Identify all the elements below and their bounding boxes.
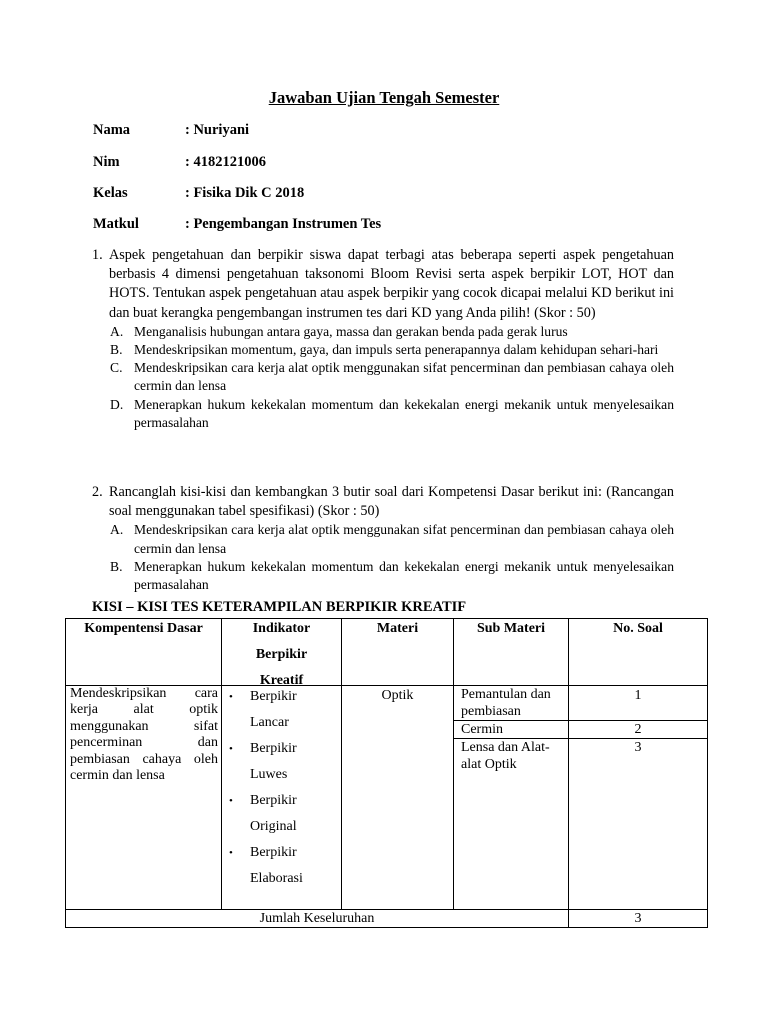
bullet-icon: • bbox=[229, 743, 233, 755]
table-border-right bbox=[707, 618, 708, 928]
kisi-kisi-title: KISI – KISI TES KETERAMPILAN BERPIKIR KREATIF bbox=[92, 599, 467, 615]
indicator-line: Berpikir bbox=[250, 689, 297, 704]
option-text: Menerapkan hukum kekekalan momentum dan kekekalan energi mekanik untuk menyelesaikan permasalahan bbox=[134, 558, 674, 593]
sub-materi-cell: Pemantulan dan pembiasan bbox=[461, 687, 551, 719]
option-letter: B. bbox=[110, 342, 123, 358]
option-text: Menganalisis hubungan antara gaya, massa dan gerakan benda pada gerak lurus bbox=[134, 323, 568, 339]
info-value: : Pengembangan Instrumen Tes bbox=[185, 216, 382, 232]
info-value: : Fisika Dik C 2018 bbox=[185, 185, 305, 201]
no-soal-cell: 3 bbox=[634, 740, 642, 755]
materi-cell: Optik bbox=[381, 688, 414, 703]
option-letter: C. bbox=[110, 360, 123, 376]
info-label: Nama bbox=[93, 122, 131, 138]
option-letter: B. bbox=[110, 558, 123, 574]
indicator-line: Luwes bbox=[250, 767, 288, 782]
option-text: Mendeskripsikan cara kerja alat optik menggunakan sifat pencerminan dan pembiasan cahaya oleh cermin dan lensa bbox=[134, 360, 674, 394]
header-indikator-line: Kreatif bbox=[259, 673, 304, 688]
bullet-icon: • bbox=[229, 847, 233, 859]
option-text: Menerapkan hukum kekekalan momentum dan kekekalan energi mekanik untuk menyelesaikan permasalahan bbox=[134, 396, 674, 430]
info-label: Matkul bbox=[93, 216, 139, 232]
header-indikator bbox=[222, 616, 341, 694]
question-number: 1. bbox=[92, 247, 103, 263]
question-text: Rancanglah kisi-kisi dan kembangkan 3 butir soal dari Kompetensi Dasar berikut ini: (Rancangan soal menggunakan tabel spesifikasi) (Skor : 50) bbox=[109, 484, 674, 520]
table-border-left bbox=[65, 618, 66, 928]
indicator-line: Berpikir bbox=[250, 741, 297, 756]
page-title: Jawaban Ujian Tengah Semester bbox=[268, 88, 500, 107]
no-soal-cell: 1 bbox=[634, 688, 642, 703]
info-value: : 4182121006 bbox=[185, 154, 266, 170]
info-value: : Nuriyani bbox=[185, 122, 250, 138]
no-soal-cell: 2 bbox=[634, 722, 642, 737]
option-letter: A. bbox=[110, 522, 124, 538]
header-indikator-line: Berpikir bbox=[255, 647, 308, 662]
table-col-divider bbox=[341, 618, 342, 910]
question-number: 2. bbox=[92, 484, 103, 500]
header-kompetensi-dasar: Kompentensi Dasar bbox=[84, 621, 203, 636]
bullet-icon: • bbox=[229, 795, 233, 807]
option-letter: D. bbox=[110, 396, 124, 412]
kd-cell: Mendeskripsikan cara kerja alat optik menggunakan sifat pencerminan dan pembiasan cahaya oleh cermin dan lensa bbox=[70, 686, 218, 784]
table-col-divider bbox=[568, 618, 569, 928]
indicator-line: Berpikir bbox=[250, 845, 297, 860]
header-indikator-line: Indikator bbox=[252, 621, 311, 636]
option-text: Mendeskripsikan cara kerja alat optik menggunakan sifat pencerminan dan pembiasan cahaya oleh cermin dan lensa bbox=[134, 522, 674, 556]
info-label: Kelas bbox=[93, 185, 128, 201]
total-value: 3 bbox=[634, 911, 642, 926]
table-border-bottom bbox=[65, 927, 708, 928]
table-col-divider bbox=[453, 618, 454, 910]
info-label: Nim bbox=[93, 154, 120, 170]
header-no-soal: No. Soal bbox=[613, 621, 663, 636]
header-materi: Materi bbox=[376, 621, 419, 636]
sub-materi-cell: Lensa dan Alat-alat Optik bbox=[461, 740, 550, 772]
bullet-icon: • bbox=[229, 691, 233, 703]
indicator-line: Berpikir bbox=[250, 793, 297, 808]
indicator-line: Elaborasi bbox=[250, 871, 303, 886]
indicator-line: Original bbox=[250, 819, 297, 834]
option-text: Mendeskripsikan momentum, gaya, dan impuls serta penerapannya dalam kehidupan sehari-hari bbox=[134, 342, 659, 358]
indicator-line: Lancar bbox=[250, 715, 289, 730]
option-letter: A. bbox=[110, 323, 124, 339]
total-label: Jumlah Keseluruhan bbox=[259, 911, 375, 926]
sub-materi-cell: Cermin bbox=[461, 722, 503, 737]
question-text: Aspek pengetahuan dan berpikir siswa dapat terbagi atas beberapa seperti aspek pengetahuan berbasis 4 dimensi pengetahuan taksonomi Bloom Revisi serta aspek berpikir LOT, HOT dan HOTS. Tentukan aspek pengetahuan atau aspek berpikir yang cocok dicapai melalui KD berikut ini dan buat kerangka pengembangan instrumen tes dari KD yang Anda pilih! (Skor : 50) bbox=[109, 247, 674, 321]
header-sub-materi: Sub Materi bbox=[476, 621, 546, 636]
